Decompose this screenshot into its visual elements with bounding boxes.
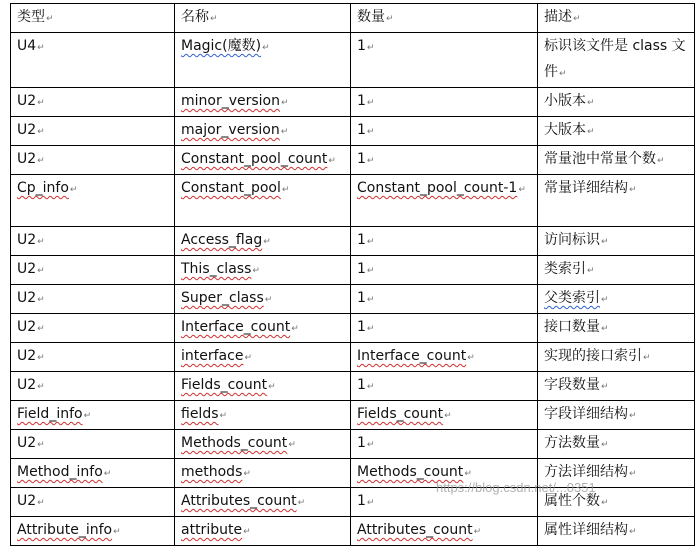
cell-count: Fields_count↵ xyxy=(351,401,538,430)
cell-description: 标识该文件是 class 文件↵ xyxy=(538,33,695,88)
table-row xyxy=(11,88,695,117)
cell-count: 1↵ xyxy=(351,33,538,88)
table-row xyxy=(11,314,695,343)
cell-name: fields↵ xyxy=(175,401,351,430)
table-row xyxy=(11,175,695,227)
cell-description: 实现的接口索引↵ xyxy=(538,343,695,372)
cell-count: 1↵ xyxy=(351,314,538,343)
class-file-structure-table xyxy=(10,3,695,546)
cell-description: 类索引↵ xyxy=(538,256,695,285)
cell-description: 常量详细结构↵ xyxy=(538,175,695,227)
table-row xyxy=(11,517,695,546)
table-row xyxy=(11,401,695,430)
cell-name: major_version↵ xyxy=(175,117,351,146)
cell-count: 1↵ xyxy=(351,372,538,401)
cell-description: 接口数量↵ xyxy=(538,314,695,343)
cell-type: U4↵ xyxy=(11,33,175,88)
header-count: 数量↵ xyxy=(351,4,538,33)
cell-name: methods↵ xyxy=(175,459,351,488)
cell-name: interface↵ xyxy=(175,343,351,372)
cell-count: 1↵ xyxy=(351,430,538,459)
cell-name: Magic(魔数)↵ xyxy=(175,33,351,88)
cell-count: 1↵ xyxy=(351,285,538,314)
cell-name: Methods_count↵ xyxy=(175,430,351,459)
table-row xyxy=(11,459,695,488)
cell-description: 属性个数↵ xyxy=(538,488,695,517)
table-row xyxy=(11,33,695,88)
cell-type: Cp_info↵ xyxy=(11,175,175,227)
cell-name: Constant_pool↵ xyxy=(175,175,351,227)
cell-name: Fields_count↵ xyxy=(175,372,351,401)
cell-description: 字段详细结构↵ xyxy=(538,401,695,430)
cell-type: U2↵ xyxy=(11,117,175,146)
table-row xyxy=(11,256,695,285)
table-row xyxy=(11,117,695,146)
cell-type: U2↵ xyxy=(11,372,175,401)
header-name: 名称↵ xyxy=(175,4,351,33)
table-row xyxy=(11,488,695,517)
cell-type: Field_info↵ xyxy=(11,401,175,430)
cell-type: U2↵ xyxy=(11,285,175,314)
cell-name: Interface_count↵ xyxy=(175,314,351,343)
cell-name: Access_flag↵ xyxy=(175,227,351,256)
cell-description: 访问标识↵ xyxy=(538,227,695,256)
cell-description: 常量池中常量个数↵ xyxy=(538,146,695,175)
cell-type: U2↵ xyxy=(11,88,175,117)
table-row xyxy=(11,372,695,401)
cell-description: 方法数量↵ xyxy=(538,430,695,459)
table-row xyxy=(11,343,695,372)
cell-type: Method_info↵ xyxy=(11,459,175,488)
cell-type: Attribute_info↵ xyxy=(11,517,175,546)
cell-name: Super_class↵ xyxy=(175,285,351,314)
cell-description: 字段数量↵ xyxy=(538,372,695,401)
cell-description: 父类索引↵ xyxy=(538,285,695,314)
cell-type: U2↵ xyxy=(11,227,175,256)
table-row xyxy=(11,227,695,256)
cell-type: U2↵ xyxy=(11,314,175,343)
cell-description: 大版本↵ xyxy=(538,117,695,146)
cell-count: 1↵ xyxy=(351,488,538,517)
header-type: 类型↵ xyxy=(11,4,175,33)
cell-count: Methods_count↵ xyxy=(351,459,538,488)
cell-count: Constant_pool_count-1↵ xyxy=(351,175,538,227)
cell-count: 1↵ xyxy=(351,256,538,285)
cell-description: 方法详细结构↵ xyxy=(538,459,695,488)
cell-type: U2↵ xyxy=(11,488,175,517)
cell-count: 1↵ xyxy=(351,146,538,175)
cell-count: Interface_count↵ xyxy=(351,343,538,372)
cell-type: U2↵ xyxy=(11,256,175,285)
cell-type: U2↵ xyxy=(11,430,175,459)
cell-description: 属性详细结构↵ xyxy=(538,517,695,546)
cell-count: Attributes_count↵ xyxy=(351,517,538,546)
cell-name: Constant_pool_count↵ xyxy=(175,146,351,175)
cell-type: U2↵ xyxy=(11,343,175,372)
header-description: 描述↵ xyxy=(538,4,695,33)
table-row xyxy=(11,430,695,459)
table-row xyxy=(11,285,695,314)
watermark: https://blog.csdn.net/...0351 xyxy=(436,480,596,495)
cell-name: attribute↵ xyxy=(175,517,351,546)
cell-description: 小版本↵ xyxy=(538,88,695,117)
cell-type: U2↵ xyxy=(11,146,175,175)
cell-name: This_class↵ xyxy=(175,256,351,285)
cell-count: 1↵ xyxy=(351,117,538,146)
cell-name: minor_version↵ xyxy=(175,88,351,117)
cell-count: 1↵ xyxy=(351,227,538,256)
header-row xyxy=(11,4,695,33)
cell-count: 1↵ xyxy=(351,88,538,117)
table-row xyxy=(11,146,695,175)
cell-name: Attributes_count↵ xyxy=(175,488,351,517)
